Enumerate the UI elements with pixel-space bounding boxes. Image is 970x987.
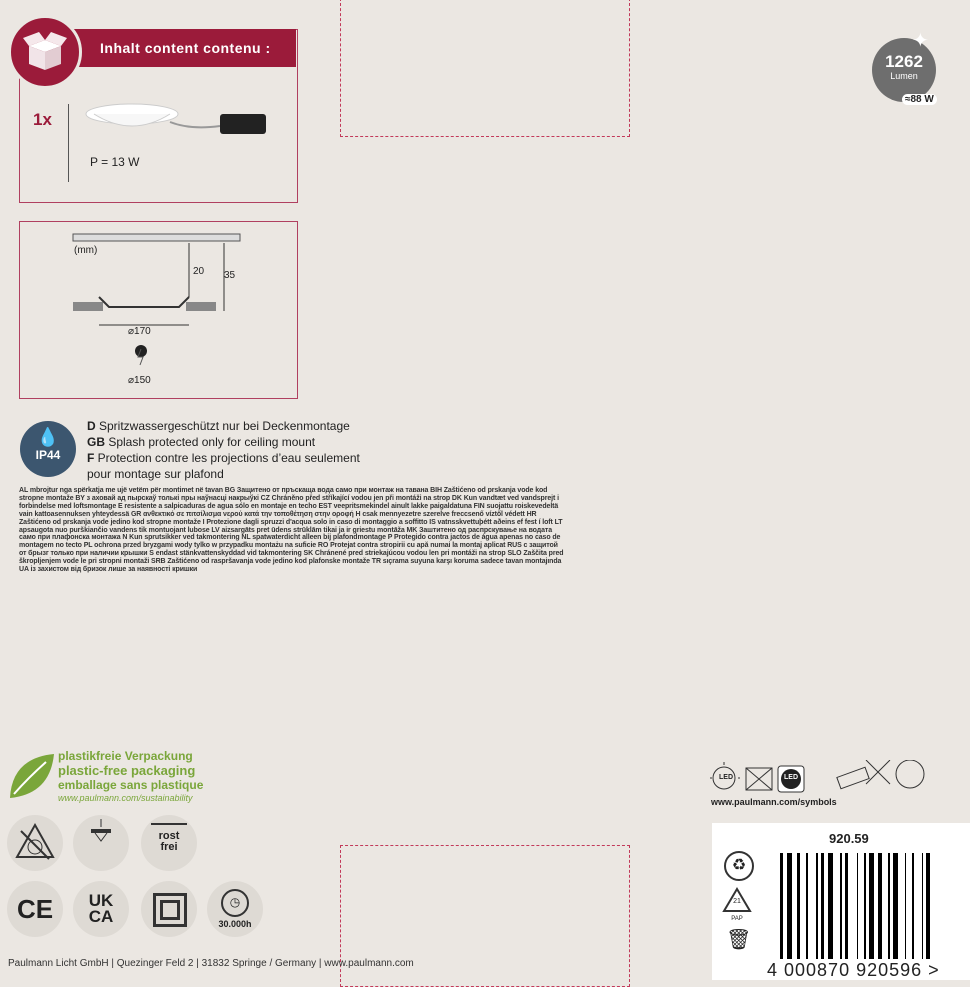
ip-line-f2: pour montage sur plafond bbox=[87, 467, 224, 481]
barcode-bar bbox=[926, 853, 929, 959]
barcode-bar bbox=[797, 853, 800, 959]
ip-line-f: F Protection contre les projections d’eau seulement bbox=[87, 451, 360, 465]
dim-170: ⌀170 bbox=[128, 326, 151, 337]
sustainability-url: www.paulmann.com/sustainability bbox=[58, 793, 193, 803]
barcode-panel bbox=[712, 823, 970, 980]
sparkle-icon: ✦ bbox=[912, 30, 929, 52]
footer-address: Paulmann Licht GmbH | Quezinger Feld 2 | 31832 Springe / Germany | www.paulmann.com bbox=[8, 958, 414, 969]
article-number: 920.59 bbox=[829, 831, 869, 846]
barcode-bar bbox=[878, 853, 881, 959]
barcode-bar bbox=[845, 853, 848, 959]
divider-line bbox=[68, 104, 69, 182]
quantity: 1x bbox=[33, 110, 52, 129]
barcode-bar bbox=[864, 853, 866, 959]
barcode-bar bbox=[857, 853, 859, 959]
contents-banner: Inhalt content contenu : bbox=[60, 29, 296, 67]
ip44-icon bbox=[20, 421, 76, 477]
barcode-bar bbox=[869, 853, 874, 959]
barcode-bar bbox=[787, 853, 792, 959]
plastic-free-gb: plastic-free packaging bbox=[58, 763, 196, 778]
barcode-bar bbox=[888, 853, 890, 959]
dim-20: 20 bbox=[193, 266, 205, 277]
plastic-free-de: plastikfreie Verpackung bbox=[58, 749, 193, 763]
multilanguage-text: AL mbrojtur nga spërkatja me ujë vetëm për montimet në tavan BG Защитено от пръскаща вода само при монтаж на тавана BIH Zaštićeno od prskanja vode kod stropne montaže BY з аховай ад пырскаў толькі пры наўнасці накрыўкі CZ Chráněno před stříkající vodou jen při montáži na strop DK Kun vandtæt ved vandsprejt i forbindelse med loftsmontage E resistente a salpicaduras de agua sólo en montaje en techo EST veepritsmekindel ainult lakke paigaldatuna FIN suojattu roiskevedeltä vain kattoasennuksen yhteydessä GR ανθεκτικό σε πιτσίλισμα νερού κατά την τοποθέτηση στην οροφή H csak mennyezetre szerelve freccsenő víztől védett HR Zaštićeno od prskanja vode jedino kod stropne montaže I Protezione dagli spruzzi d'acqua solo in caso di montaggio a soffitto IS vatnsskvettuþétt aðeins ef fest í loft LT apsaugota nuo purškiančio vandens tik montuojant lubose LV aizsargāts pret ūdens strūklām tikai ja ir griestu montāža MK Заштитено од распрскување на водата само при плафонска монтажа N Kun sprutsikker ved takmontering NL spatwaterdicht alleen bij plafondmontage P Protegido contra jactos de água apenas no caso de montagem no tecto PL ochrona przed bryzgami wody tylko w przypadku montażu na suficie RO Protejat contra stropirii cu apă numai la montaj aplicat RUS с защитой от брызг только при наличии крышки S endast stänkvattenskyddad vid takmontering SK Chránené pred striekajúcou vodou len pri montáži na strop SLO Zaščita pred škropljenjem vode le pri stropni montaži SRB Zaštićeno od raspršavanja vode jedino kod plafonske montaže TR sıçrama suyuna karşı koruma sadece tavan montajında UA із захистом від бризок лише за наявності кришки bbox=[19, 487, 564, 574]
downlight-product-image bbox=[80, 92, 280, 142]
rostfrei-icon: rost frei bbox=[141, 815, 197, 871]
barcode-bar bbox=[905, 853, 907, 959]
protection-class-icon bbox=[141, 881, 197, 937]
ip-line-gb: GB Splash protected only for ceiling mount bbox=[87, 435, 316, 449]
symbols-url: www.paulmann.com/symbols bbox=[711, 797, 837, 807]
ip-line-de: D Spritzwassergeschützt nur bei Deckenmontage bbox=[87, 419, 350, 433]
barcode bbox=[780, 823, 956, 943]
dim-35: 35 bbox=[224, 270, 236, 281]
barcode-bar bbox=[806, 853, 808, 959]
ukca-mark-icon: UK CA bbox=[73, 881, 129, 937]
leaf-icon bbox=[6, 748, 58, 802]
water-drop-icon: 💧 bbox=[36, 427, 60, 447]
barcode-bar bbox=[912, 853, 914, 959]
lifetime-clock-icon: ◷ 30.000h bbox=[207, 881, 263, 937]
barcode-bar bbox=[828, 853, 833, 959]
not-coverable-icon bbox=[7, 815, 63, 871]
lamp-icon bbox=[73, 815, 129, 871]
barcode-bar bbox=[821, 853, 824, 959]
cutline-top bbox=[340, 0, 630, 137]
led-label-2: LED bbox=[784, 774, 798, 781]
barcode-bar bbox=[922, 853, 924, 959]
power-rating: P = 13 W bbox=[90, 155, 140, 169]
lumen-unit: Lumen bbox=[890, 71, 918, 81]
led-symbols-icon bbox=[710, 760, 930, 800]
ean-number: 4 000870 920596 > bbox=[767, 960, 940, 980]
ce-mark-icon: CE bbox=[7, 881, 63, 937]
watt-equivalent: ≈88 W bbox=[902, 94, 937, 105]
ip-rating: IP44 bbox=[35, 448, 61, 462]
dim-150: ⌀150 bbox=[128, 375, 151, 386]
dimension-drawing bbox=[19, 221, 296, 397]
lumen-value: 1262 bbox=[885, 52, 923, 71]
barcode-bar bbox=[780, 853, 783, 959]
waste-bin-icon: 🗑 bbox=[726, 929, 752, 951]
barcode-bar bbox=[840, 853, 842, 959]
led-label: LED bbox=[719, 774, 733, 781]
barcode-bar bbox=[816, 853, 818, 959]
unit-mm: (mm) bbox=[74, 245, 98, 256]
plastic-free-f: emballage sans plastique bbox=[58, 778, 204, 792]
recycle-icon: ♻ bbox=[724, 851, 754, 881]
pap-recycle-icon: 21 PAP bbox=[722, 887, 752, 917]
barcode-bar bbox=[893, 853, 898, 959]
box-icon bbox=[8, 15, 82, 89]
